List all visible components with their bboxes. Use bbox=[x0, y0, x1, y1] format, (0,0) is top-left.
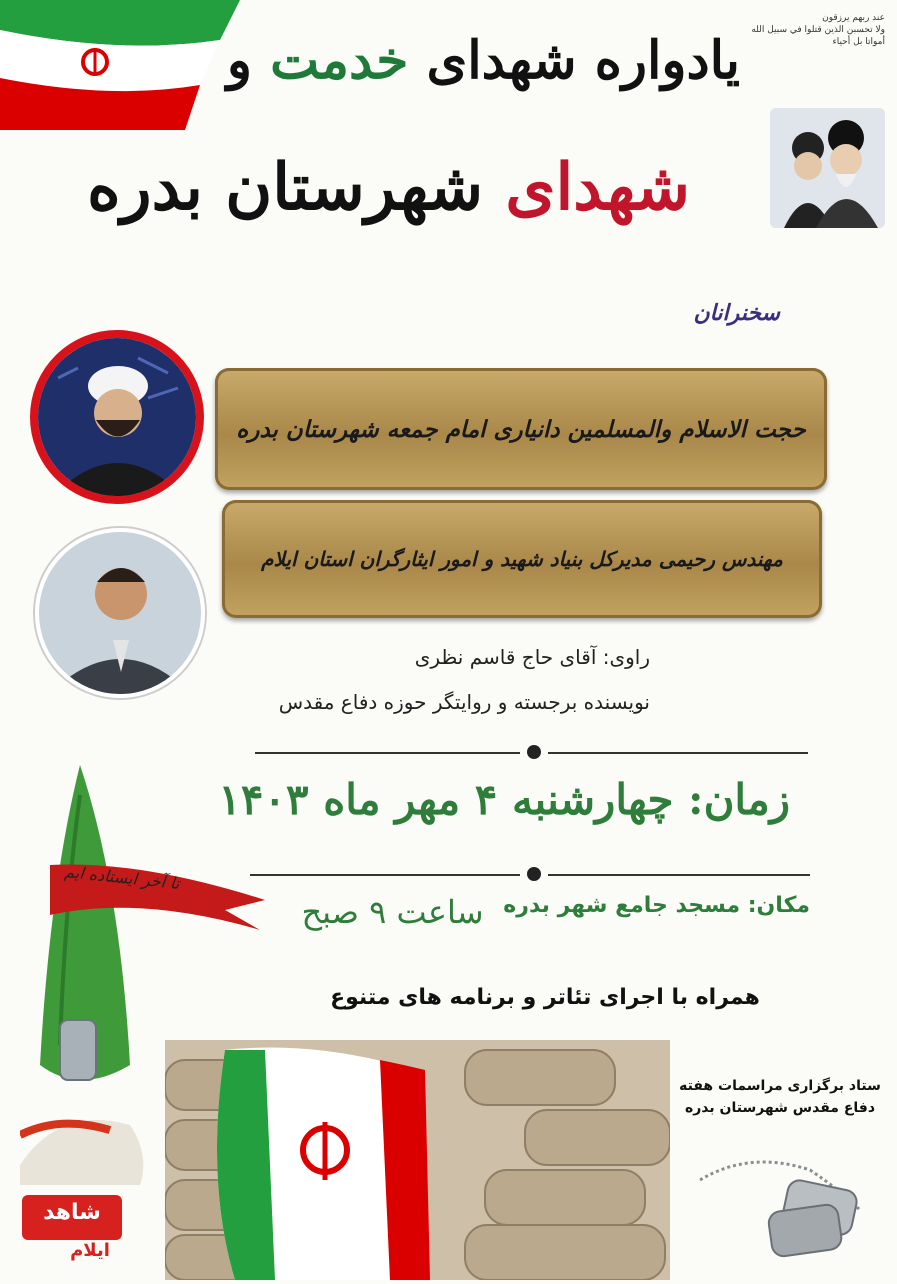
title-highlight-service: خدمت bbox=[270, 30, 409, 91]
event-title-line1 bbox=[150, 30, 740, 91]
ribbon-text: تا آخر ایستاده ایم bbox=[63, 862, 181, 893]
speaker1-name: حجت الاسلام والمسلمین دانیاری امام جمعه شهرستان بدره bbox=[236, 415, 806, 443]
speakers-label: سخنرانان bbox=[693, 300, 780, 326]
quran-verse bbox=[745, 12, 885, 48]
event-date: زمان: چهارشنبه ۴ مهر ماه ۱۴۰۳ bbox=[218, 775, 790, 824]
divider-dot bbox=[527, 745, 541, 759]
event-place: مکان: مسجد جامع شهر بدره bbox=[503, 893, 810, 918]
title-text-2: شهرستان بدره bbox=[87, 150, 506, 225]
logo-text: شاهد bbox=[43, 1200, 101, 1225]
divider-dot-2 bbox=[527, 867, 541, 881]
divider-right bbox=[548, 752, 808, 754]
verse-line-2: ولا تحسبن الذين قتلوا في سبيل الله أمواتا بل أحياء bbox=[751, 25, 885, 47]
organizer bbox=[670, 1075, 890, 1119]
logo-region: ایلام bbox=[70, 1240, 110, 1261]
sandbags-flag-illustration bbox=[165, 1040, 670, 1280]
title-conjunction: و bbox=[226, 30, 271, 91]
dog-tags-illustration bbox=[690, 1150, 870, 1270]
event-program-note: همراه با اجرای تئاتر و برنامه های متنوع bbox=[330, 985, 760, 1010]
narrator-name: راوی: آقای حاج قاسم نظری bbox=[414, 645, 650, 669]
speaker2-banner bbox=[222, 500, 822, 618]
title-highlight-martyrs: شهدای bbox=[505, 150, 690, 225]
title-text-1: یادواره شهدای bbox=[408, 30, 740, 91]
speaker2-name: مهندس رحیمی مدیرکل بنیاد شهید و امور ایثارگران استان ایلام bbox=[261, 547, 783, 571]
speaker1-banner bbox=[215, 368, 827, 490]
divider-left bbox=[255, 752, 520, 754]
speaker2-avatar bbox=[35, 528, 205, 698]
organizer-line2: دفاع مقدس شهرستان بدره bbox=[684, 1100, 876, 1116]
narrator-description: نویسنده برجسته و روایتگر حوزه دفاع مقدس bbox=[278, 690, 650, 714]
organizer-line1: ستاد برگزاری مراسمات هفته bbox=[679, 1078, 881, 1094]
divider-left-2 bbox=[250, 874, 520, 876]
speaker1-avatar bbox=[30, 330, 204, 504]
event-title-line2 bbox=[87, 150, 690, 225]
divider-right-2 bbox=[548, 874, 810, 876]
event-time: ساعت ۹ صبح bbox=[301, 893, 484, 931]
leaders-portrait bbox=[770, 108, 885, 228]
verse-line-1: عند ربهم يرزقون bbox=[822, 13, 885, 23]
